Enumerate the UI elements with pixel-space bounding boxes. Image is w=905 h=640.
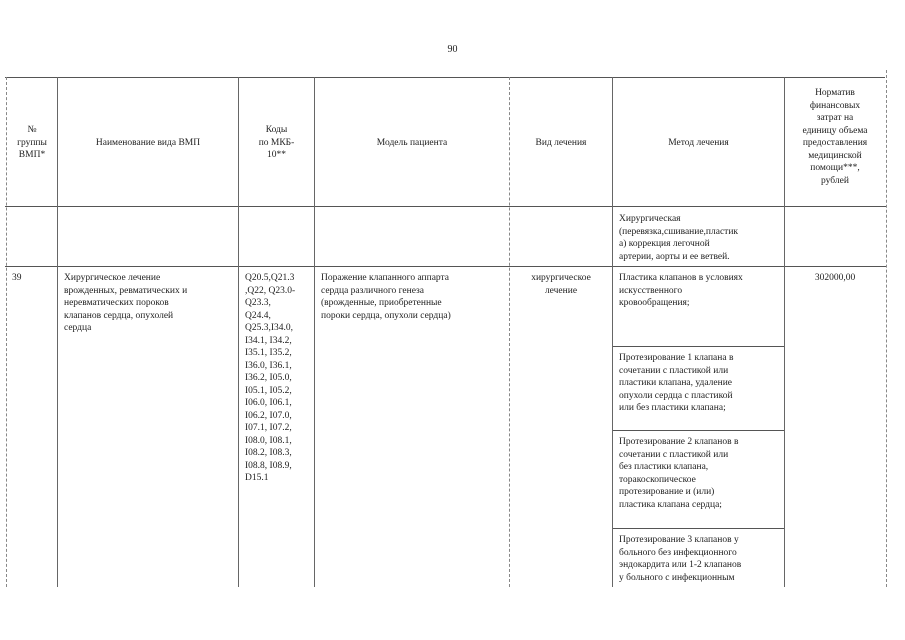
row-39-top-border (5, 266, 887, 267)
col-border-4 (509, 77, 510, 587)
method-divider-1 (612, 346, 784, 347)
row-39-cost: 302000,00 (814, 273, 856, 283)
col-border-3 (314, 77, 315, 587)
row-39-group-no: 39 (12, 273, 22, 283)
row-39-mkb-codes: Q20.5,Q21.3 ,Q22, Q23.0- Q23.3, Q24.4, Q25.3,I34.0, I34.1, I34.2, I35.1, I35.2, I36.0, I36.1, I36.2, I05.0, I05.1, I05.2, I06.0, I06.1, I06.2, I07.0, I07.1, I07.2, I08.0, I08.1, I08.2, I08.3, I08.8, I08.9, D15.1 (245, 273, 296, 483)
method-divider-2 (612, 430, 784, 431)
header-group-no: № группы ВМП* (17, 125, 47, 160)
row-39-patient-model: Поражение клапанного аппарта сердца различного генеза (врожденные, приобретенные пороки сердца, опухоли сердца) (321, 273, 451, 321)
header-treatment-type: Вид лечения (535, 138, 587, 148)
row-39-method-2: Протезирование 1 клапана в сочетании с пластикой или пластики клапана, удаление опухоли сердца с пластикой или без пластики клапана; (619, 353, 734, 413)
row-39-method-4: Протезирование 3 клапанов у больного без инфекционного эндокардита или 1-2 клапанов у больного с инфекционным (619, 535, 742, 583)
method-divider-3 (612, 528, 784, 529)
header-bottom-border (5, 206, 887, 207)
table-top-border (5, 77, 885, 78)
row-39-method-3: Протезирование 2 клапанов в сочетании с пластикой или без пластики клапана, торакоскопическое протезирование и (или) пластика клапана сердца; (619, 437, 739, 510)
row-39-treatment-type: хирургическое лечение (531, 273, 591, 296)
row-39-method-1: Пластика клапанов в условиях искусственного кровообращения; (619, 273, 743, 308)
header-patient-model: Модель пациента (376, 138, 448, 148)
col-border-1 (57, 77, 58, 587)
col-border-7 (886, 70, 887, 587)
header-mkb-codes: Коды по МКБ- 10** (258, 125, 295, 160)
col-border-5 (612, 77, 613, 587)
header-treatment-method: Метод лечения (668, 138, 729, 148)
header-vmp-name: Наименование вида ВМП (95, 138, 201, 148)
page-number: 90 (447, 44, 458, 55)
continuation-method: Хирургическая (перевязка,сшивание,пластик а) коррекция легочной артерии, аорты и ее ветвей. (619, 214, 739, 262)
header-cost-norm: Норматив финансовых затрат на единицу объема предоставления медицинской помощи***, рублей (802, 88, 868, 186)
row-39-vmp-name: Хирургическое лечение врожденных, ревматических и неревматических пороков клапанов сердца, опухолей сердца (64, 273, 188, 333)
